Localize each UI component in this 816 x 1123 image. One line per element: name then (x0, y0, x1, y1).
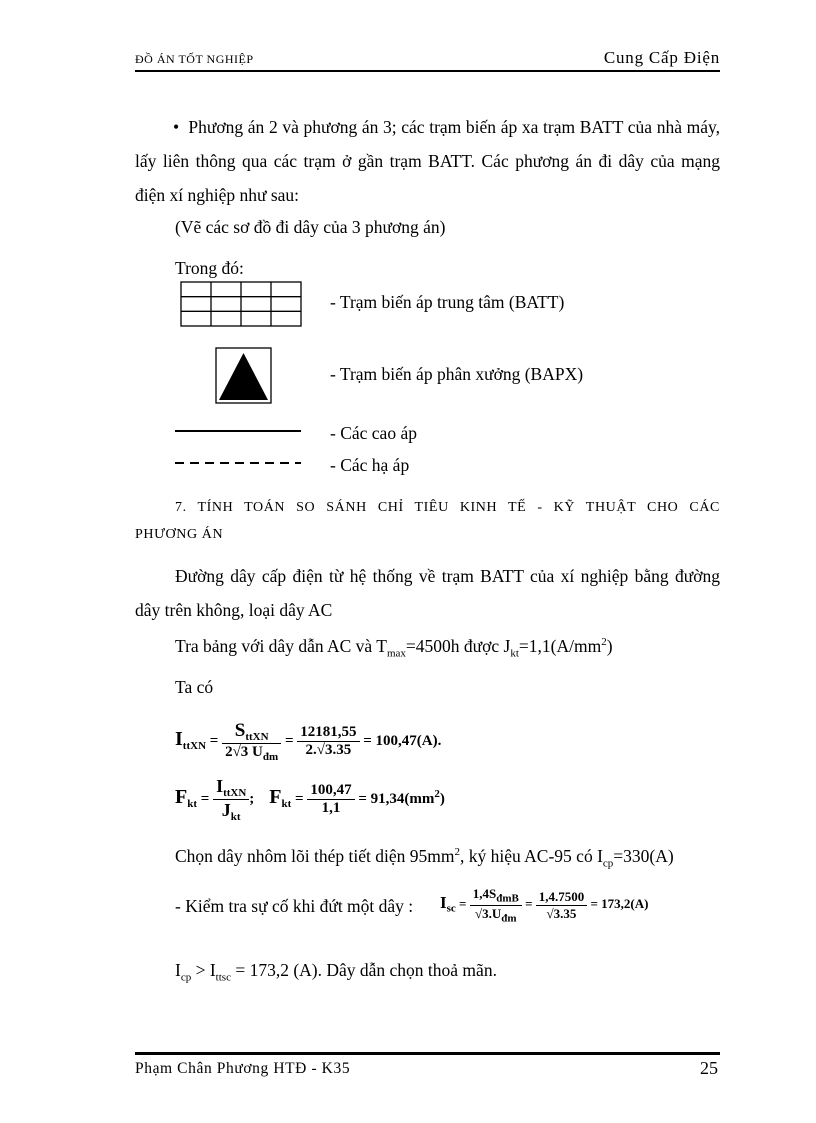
legend-batt: - Trạm biến áp trung tâm (BATT) (330, 292, 565, 312)
legend-title: Trong đó: (175, 258, 244, 278)
header-subject: Cung Cấp Điện (603, 48, 720, 67)
section-heading-line2: PHƯƠNG ÁN (135, 527, 224, 542)
header-rule (135, 70, 720, 72)
batt-grid-icon (180, 281, 302, 327)
formula-fault-current: $I_{sc}$ = $\frac{1,4S_{đmB}}{√3.U_{đm}}$ = $\frac{1,4.7500}{√3.35}$ = 173,2(A) (440, 886, 649, 925)
paragraph-kiem-tra: - Kiểm tra sự cố khi đứt một dây : (175, 896, 414, 916)
paragraph-text: Phương án 2 và phương án 3; các trạm biến áp xa trạm BATT của nhà máy, lấy liên thông qua các trạm ở gần trạm BATT. Các phương án đi dây của mạng điện xí nghiệp như sau: (135, 117, 720, 205)
legend-high: - Các cao áp (330, 423, 417, 443)
paragraph-tra-bang: Tra bảng với dây dẫn AC và $T_{max}=4500h$ được $J_{kt}=1,1(A/mm^2)$ (175, 636, 613, 660)
paragraph-phuong-an (135, 110, 720, 212)
paragraph-ta-co: Ta có (175, 677, 214, 697)
footer-rule (135, 1052, 720, 1055)
header-title: ĐỒ ÁN TỐT NGHIỆP (135, 52, 254, 66)
bullet: • (173, 117, 180, 137)
paragraph-duong-day: Đường dây cấp điện từ hệ thống về trạm BATT của xí nghiệp bằng đường dây trên không, loại dây AC (135, 566, 720, 620)
page-number: 25 (700, 1058, 718, 1078)
bapx-triangle-icon (215, 347, 272, 404)
footer-author: Phạm Chân Phương HTĐ - K35 (135, 1060, 351, 1077)
legend-bapx: - Trạm biến áp phân xưởng (BAPX) (330, 364, 584, 384)
section-heading-line1: 7. TÍNH TOÁN SO SÁNH CHỈ TIÊU KINH TẾ - KỸ THUẬT CHO CÁC (175, 500, 720, 515)
low-voltage-line-icon (175, 460, 303, 466)
high-voltage-line-icon (175, 428, 303, 434)
paragraph-chon-day: Chọn dây nhôm lõi thép tiết diện $95mm^2$, ký hiệu AC-95 có $I_{cp}=330(A)$ (175, 846, 674, 870)
formula-current: $I_{ttXN}$ = $\frac{S_{ttXN}}{2√3 U_{đm}}$ = $\frac{12181,55}{2.√3.35}$ = 100,47(A). (175, 720, 442, 763)
formula-section: $F_{kt}$ = $\frac{I_{ttXN}}{J_{kt}}$ ; $F_{kt}$ = $\frac{100,47}{1,1}$ = $91,34(mm^2)$ (175, 776, 445, 823)
paragraph-note: (Vẽ các sơ đồ đi dây của 3 phương án) (175, 217, 446, 237)
legend-low: - Các hạ áp (330, 455, 410, 475)
paragraph-ket-luan: $I_{cp} > I_{ttsc} = 173,2$ (A). Dây dẫn chọn thoả mãn. (175, 960, 497, 984)
